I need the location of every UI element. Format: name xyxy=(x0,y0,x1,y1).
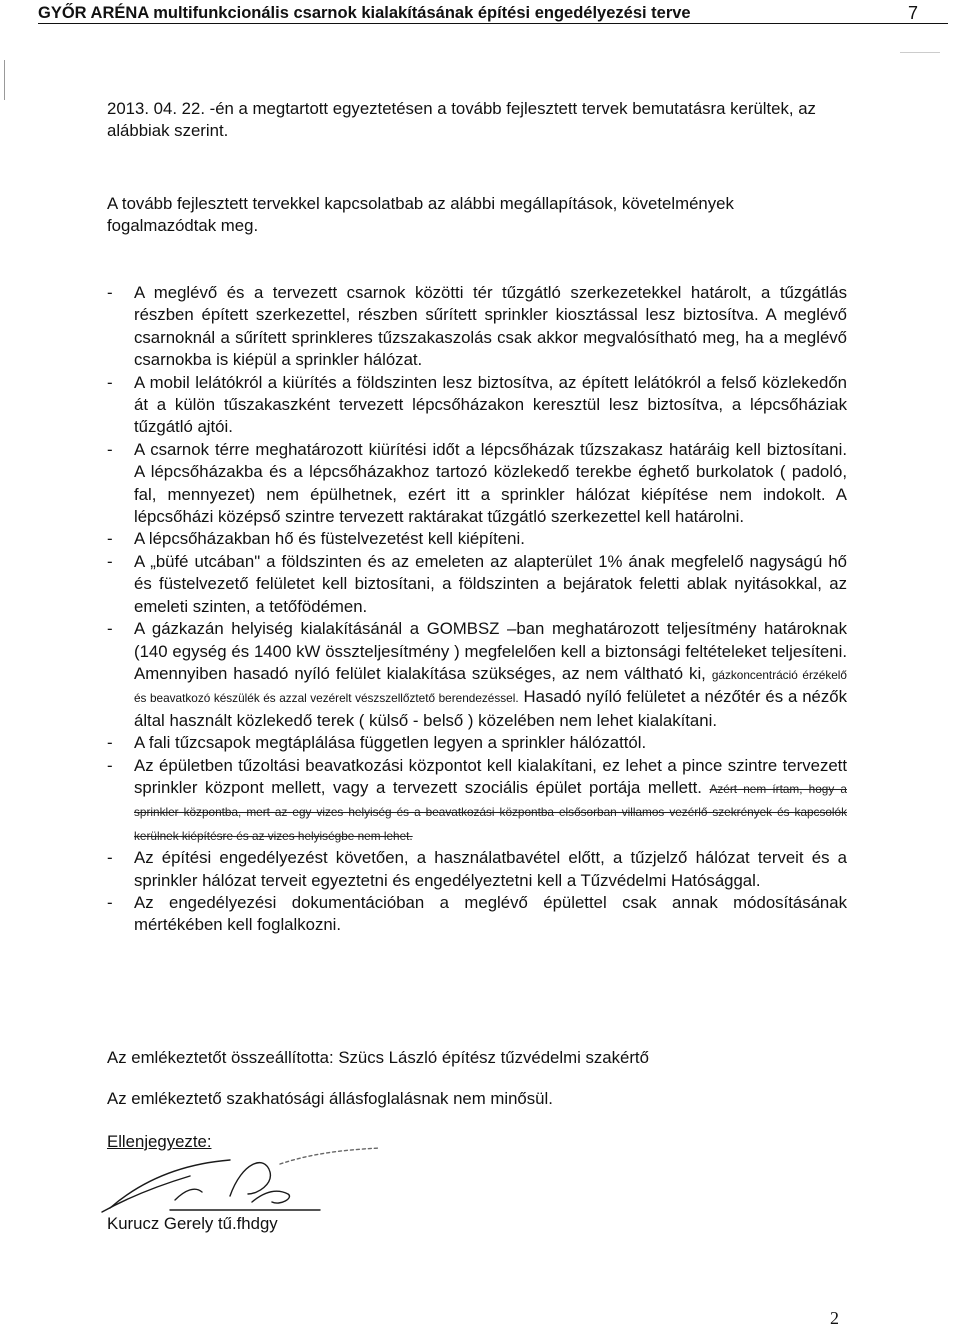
list-item xyxy=(107,847,847,892)
handwritten-insert-small-text: gázkoncentráció érzékelő és beavatkozó készülék és azzal vezérelt vészszellőztető berendezéssel. xyxy=(134,667,847,706)
list-item xyxy=(107,618,847,732)
dash-marker: - xyxy=(107,848,113,868)
list-item xyxy=(107,892,847,937)
list-item-text: A lépcsőházakban hő és füstelvezetést kell kiépíteni. xyxy=(134,529,525,549)
document-title: GYŐR ARÉNA multifunkcionális csarnok kialakításának építési engedélyezési terve xyxy=(38,4,691,22)
dash-marker: - xyxy=(107,372,113,392)
dash-marker: - xyxy=(107,529,113,549)
list-item-text: A mobil lelátókról a kiürítés a földszinten lesz biztosítva, az épített lelátókról a felső közlekedőn át a külön tűszakaszként tervezett lépcsőházakon keresztül lesz biztosítva, a lépcsőháziak tűzgátló ajtói. xyxy=(134,372,847,437)
authority-notice: Az emlékeztető szakhatósági állásfoglalásnak nem minősül. xyxy=(107,1089,553,1108)
list-item xyxy=(107,439,847,529)
signature-image xyxy=(80,1142,400,1222)
requirements-list xyxy=(107,282,847,937)
list-item-text: Az építési engedélyezést követően, a használatbavétel előtt, a tűzjelző hálózat terveit és a sprinkler hálózat terveit egyeztetni és engedélyeztetni kell a Tűzvédelmi Hatósággal. xyxy=(134,848,847,890)
list-item-text: A „büfé utcában" a földszinten és az emeleten az alapterület 1% ának megfelelő nagyságú hő és füstelvezető felületet kell biztosítani, a földszinten a bejáratok feletti ablak nyitásokkal, az emeleti szinten, a tetőfödémen. xyxy=(134,551,847,616)
footer-page-number: 2 xyxy=(830,1308,839,1328)
list-item-text: A fali tűzcsapok megtáplálása független legyen a sprinkler hálózattól. xyxy=(134,733,647,753)
list-item xyxy=(107,732,847,754)
list-item xyxy=(107,282,847,372)
dash-marker: - xyxy=(107,439,113,459)
header-page-number: 7 xyxy=(907,3,918,23)
struck-through-text: Azért nem írtam, hogy a sprinkler központba, mert az egy vizes helyiség és a beavatkozási központba elsősorban villamos vezérlő szekrények és kapcsolók kerülnek kiépítésre és az vizes helyiségbe nem lehet. xyxy=(134,781,847,843)
list-item-text: Az engedélyezési dokumentációban a meglévő épülettel csak annak módosításának mértékében kell foglalkozni. xyxy=(134,892,847,935)
scan-artifact xyxy=(4,60,5,100)
list-item-text: A meglévő és a tervezett csarnok közötti tér tűzgátló szerkezetekkel határolt, a tűzgátlás részben épített szerkezettel, részben sűrített sprinkler kiosztással lesz biztosítva. A meglévő csarnoknál a sűrített sprinkleres tűzszakaszolás csak akkor megvalósítható meg, ha a meglévő csarnokba is kiépül a sprinkler hálózat. xyxy=(134,283,847,370)
dash-marker: - xyxy=(107,551,113,571)
list-item-text: Az épületben tűzoltási beavatkozási központot kell kialakítani, ez lehet a pince szintre tervezett sprinkler központ mellett, vagy a tervezett szociális épület portája mellett. xyxy=(134,755,847,797)
intro-paragraph-meeting: 2013. 04. 22. -én a megtartott egyeztetésen a tovább fejlesztett tervek bemutatásra kerültek, az alábbiak szerint. xyxy=(107,99,816,140)
list-item xyxy=(107,372,847,439)
dash-marker: - xyxy=(107,755,113,775)
page-header xyxy=(38,3,948,24)
list-item-text: A csarnok térre meghatározott kiürítési időt a lépcsőházak tűzszakasz határáig kell biztosítani. A lépcsőházakba és a lépcsőházakhoz tartozó közlekedő terekbe éghető burkolatok ( padoló, fal, mennyezet) nem épülhetnek, ezért itt a sprinkler hálózat kiépítése nem indokolt. A lépcsőházi középső szintre tervezett raktárakat tűzgátló szerkezettel kell határolni. xyxy=(134,439,847,527)
list-item-text-end: Hasadó nyíló felületet a nézőtér és a nézők által használt közlekedő terek ( külső - belső ) közelében nem lehet kialakítani. xyxy=(134,687,847,730)
signer-name: Kurucz Gerely tű.fhdgy xyxy=(107,1214,278,1233)
list-item xyxy=(107,551,847,618)
dash-marker: - xyxy=(107,619,113,639)
intro-paragraph-findings: A tovább fejlesztett tervekkel kapcsolatbab az alábbi megállapítások, követelmények fogalmazódtak meg. xyxy=(107,194,734,235)
dash-marker: - xyxy=(107,733,113,753)
compiled-by-line: Az emlékeztetőt összeállította: Szücs László építész tűzvédelmi szakértő xyxy=(107,1048,649,1067)
list-item-text: A gázkazán helyiség kialakításánál a GOMBSZ –ban meghatározott teljesítmény határoknak (140 egység és 1400 kW összteljesítmény ) megfelelően kell a biztonsági feltételeket teljesíteni. Amennyiben hasadó nyíló felület kialakítása szükséges, az nem váltható ki, xyxy=(134,619,847,683)
dash-marker: - xyxy=(107,283,113,302)
list-item xyxy=(107,755,847,848)
countersigned-label: Ellenjegyezte: xyxy=(107,1132,212,1151)
dash-marker: - xyxy=(107,892,113,912)
list-item xyxy=(107,528,847,550)
scan-artifact xyxy=(900,52,940,53)
